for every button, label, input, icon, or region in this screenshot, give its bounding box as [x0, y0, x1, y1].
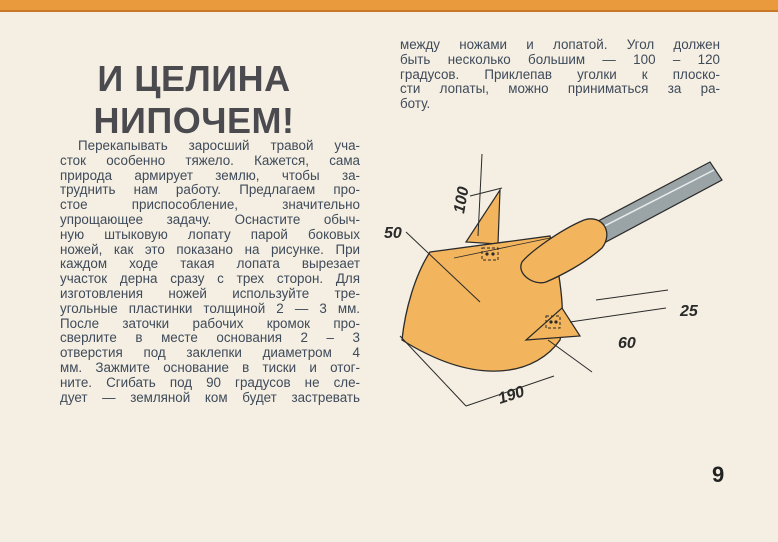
- text-line: отверстия под заклепки диаметром 4: [60, 345, 360, 361]
- dimension-label-60: 60: [618, 335, 636, 352]
- text-line: каждом ходе такая лопата вырезает: [60, 256, 360, 272]
- title-line-2: НИПОЧЕМ!: [93, 100, 295, 142]
- top-color-band: [0, 0, 778, 12]
- text-line: дует — земляной ком будет застревать: [60, 389, 360, 405]
- text-line: боту.: [400, 96, 431, 112]
- text-line: изготовления ножей используйте тре-: [60, 285, 360, 301]
- text-line: между ножами и лопатой. Угол должен: [400, 37, 720, 52]
- page-number: 9: [712, 462, 725, 487]
- text-line: ните. Сгибать под 90 градусов не сле-: [60, 374, 360, 390]
- left-knife: [466, 190, 500, 244]
- article-body-right-column: [400, 38, 720, 112]
- text-line: градусов. Приклепав уголки к плоско-: [400, 66, 720, 82]
- text-line: сток особенно тяжело. Кажется, сама: [60, 152, 360, 168]
- shovel-illustration: [370, 140, 730, 430]
- text-line: мм. Зажмите основание в тиски и отог-: [60, 359, 360, 375]
- article-title: [58, 58, 330, 142]
- text-line: сверлите в месте основания 2 – 3: [60, 330, 360, 346]
- dimension-label-190: 190: [495, 383, 527, 408]
- text-line: природа армирует землю, чтобы за-: [60, 167, 360, 183]
- text-line: участок дерна сразу с трех сторон. Для: [60, 271, 360, 287]
- text-line: стое приспособление, значительно: [60, 197, 360, 213]
- text-line: После заточки рабочих кромок про-: [60, 315, 360, 331]
- text-line: ножей, как это показано на рисунке. При: [60, 241, 360, 257]
- text-line: упрощающее задачу. Оснастите обыч-: [60, 211, 360, 227]
- text-line: сти лопаты, можно приниматься за ра-: [400, 81, 720, 97]
- shovel-handle: [521, 219, 607, 283]
- dimension-label-50: 50: [384, 225, 402, 242]
- text-line: Перекапывать заросший травой уча-: [78, 138, 360, 153]
- text-line: ную штыковую лопату парой боковых: [60, 226, 360, 242]
- text-line: быть несколько большим — 100 – 120: [400, 51, 720, 67]
- article-body-left-column: [60, 139, 360, 405]
- title-line-1: И ЦЕЛИНА: [97, 58, 291, 100]
- dimension-label-25: 25: [680, 303, 698, 320]
- text-line: угольные пластинки толщиной 2 — 3 мм.: [60, 300, 360, 316]
- dimension-label-100: 100: [451, 185, 473, 215]
- text-line: труднить нам работу. Предлагаем про-: [60, 182, 360, 198]
